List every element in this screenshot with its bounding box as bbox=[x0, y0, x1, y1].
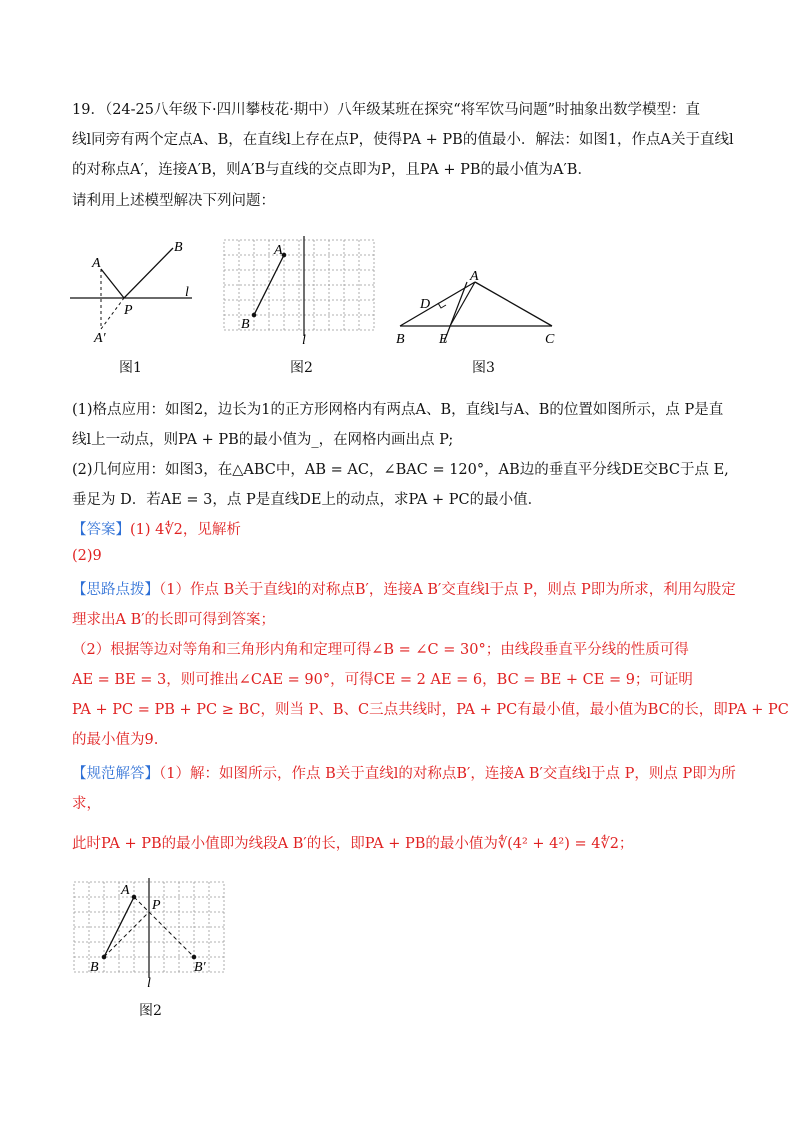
part2-line-a: (2)几何应用：如图3，在△ABC中，AB = AC，∠BAC = 120°，AB边的垂直平分线DE交BC于点 E, bbox=[72, 462, 729, 478]
figure-1 bbox=[68, 236, 198, 351]
fig2-label-l: l bbox=[302, 333, 306, 346]
part1-line-b: 线l上一动点，则PA + PB的最小值为_，在网格内画出点 P; bbox=[72, 432, 454, 448]
solution-line-3: 此时PA + PB的最小值即为线段A B′的长，即PA + PB的最小值为∜(4² + 4²) = 4∜2； bbox=[72, 836, 634, 852]
hint-text-1: （1）作点 B关于直线l的对称点B′，连接A B′交直线l于点 P，则点 P即为所求，利用勾股定 bbox=[159, 582, 736, 598]
solution-line-2: 求， bbox=[72, 796, 101, 812]
fig4-label-b-prime: B′ bbox=[194, 960, 206, 975]
fig4-label-l: l bbox=[147, 976, 151, 990]
part2-line-b: 垂足为 D．若AE = 3，点 P是直线DE上的动点，求PA + PC的最小值． bbox=[72, 492, 543, 508]
figure-3-caption: 图3 bbox=[472, 360, 495, 376]
question-line-3: 的对称点A′，连接A′B，则A′B与直线的交点即为P，且PA + PB的最小值为A′B． bbox=[72, 162, 592, 178]
fig4-label-b: B bbox=[90, 960, 99, 975]
fig3-label-e: E bbox=[439, 332, 448, 346]
fig3-label-c: C bbox=[545, 332, 555, 346]
fig3-label-b: B bbox=[396, 332, 405, 346]
hint-line-2: 理求出A B′的长即可得到答案； bbox=[72, 612, 276, 628]
answer-part-2: (2)9 bbox=[72, 548, 102, 564]
fig1-label-b: B bbox=[174, 240, 183, 255]
figure-1-caption: 图1 bbox=[119, 360, 142, 376]
fig3-label-d: D bbox=[420, 297, 431, 312]
hint-line-5: PA + PC = PB + PC ≥ BC，则当 P、B、C三点共线时，PA + PC有最小值，最小值为BC的长，即PA + PC bbox=[72, 702, 789, 718]
figure-3 bbox=[392, 266, 567, 346]
answer-figure-caption: 图2 bbox=[139, 1003, 162, 1019]
fig2-label-a: A bbox=[274, 243, 283, 258]
figure-2-caption: 图2 bbox=[290, 360, 313, 376]
question-line-2: 线l同旁有两个定点A、B，在直线l上存在点P，使得PA + PB的值最小．解法：如图1，作点A关于直线l bbox=[72, 132, 734, 148]
solution-tag: 【规范解答】 bbox=[72, 766, 159, 782]
fig4-label-p: P bbox=[152, 898, 161, 913]
fig4-label-a: A bbox=[121, 883, 130, 898]
fig1-label-a-prime: A′ bbox=[94, 331, 106, 346]
question-line-4: 请利用上述模型解决下列问题： bbox=[72, 193, 275, 209]
hint-tag: 【思路点拨】 bbox=[72, 582, 159, 598]
fig1-label-a: A bbox=[92, 256, 101, 271]
figure-2 bbox=[220, 236, 380, 346]
hint-line-4: AE = BE = 3，则可推出∠CAE = 90°，可得CE = 2 AE = 6，BC = BE + CE = 9；可证明 bbox=[72, 672, 693, 688]
fig3-label-a: A bbox=[470, 269, 479, 284]
answer-part-1: (1) 4∜2，见解析 bbox=[130, 522, 241, 538]
part1-line-a: (1)格点应用：如图2，边长为1的正方形网格内有两点A、B，直线l与A、B的位置如图所示，点 P是直 bbox=[72, 402, 724, 418]
hint-line-3: （2）根据等边对等角和三角形内角和定理可得∠B = ∠C = 30°；由线段垂直平分线的性质可得 bbox=[72, 642, 689, 658]
hint-line-1 bbox=[72, 578, 736, 599]
answer-line-1 bbox=[72, 518, 241, 539]
fig1-label-p: P bbox=[124, 303, 133, 318]
answer-figure bbox=[70, 878, 230, 990]
question-line-1: 19．（24-25八年级下·四川攀枝花·期中）八年级某班在探究“将军饮马问题”时抽象出数学模型：直 bbox=[72, 102, 701, 118]
solution-text-1: （1）解：如图所示，作点 B关于直线l的对称点B′，连接A B′交直线l于点 P，则点 P即为所 bbox=[159, 766, 736, 782]
fig1-label-l: l bbox=[185, 285, 189, 300]
answer-tag: 【答案】 bbox=[72, 522, 130, 538]
fig2-label-b: B bbox=[241, 317, 250, 332]
solution-line-1 bbox=[72, 762, 736, 783]
hint-line-6: 的最小值为9. bbox=[72, 732, 159, 748]
